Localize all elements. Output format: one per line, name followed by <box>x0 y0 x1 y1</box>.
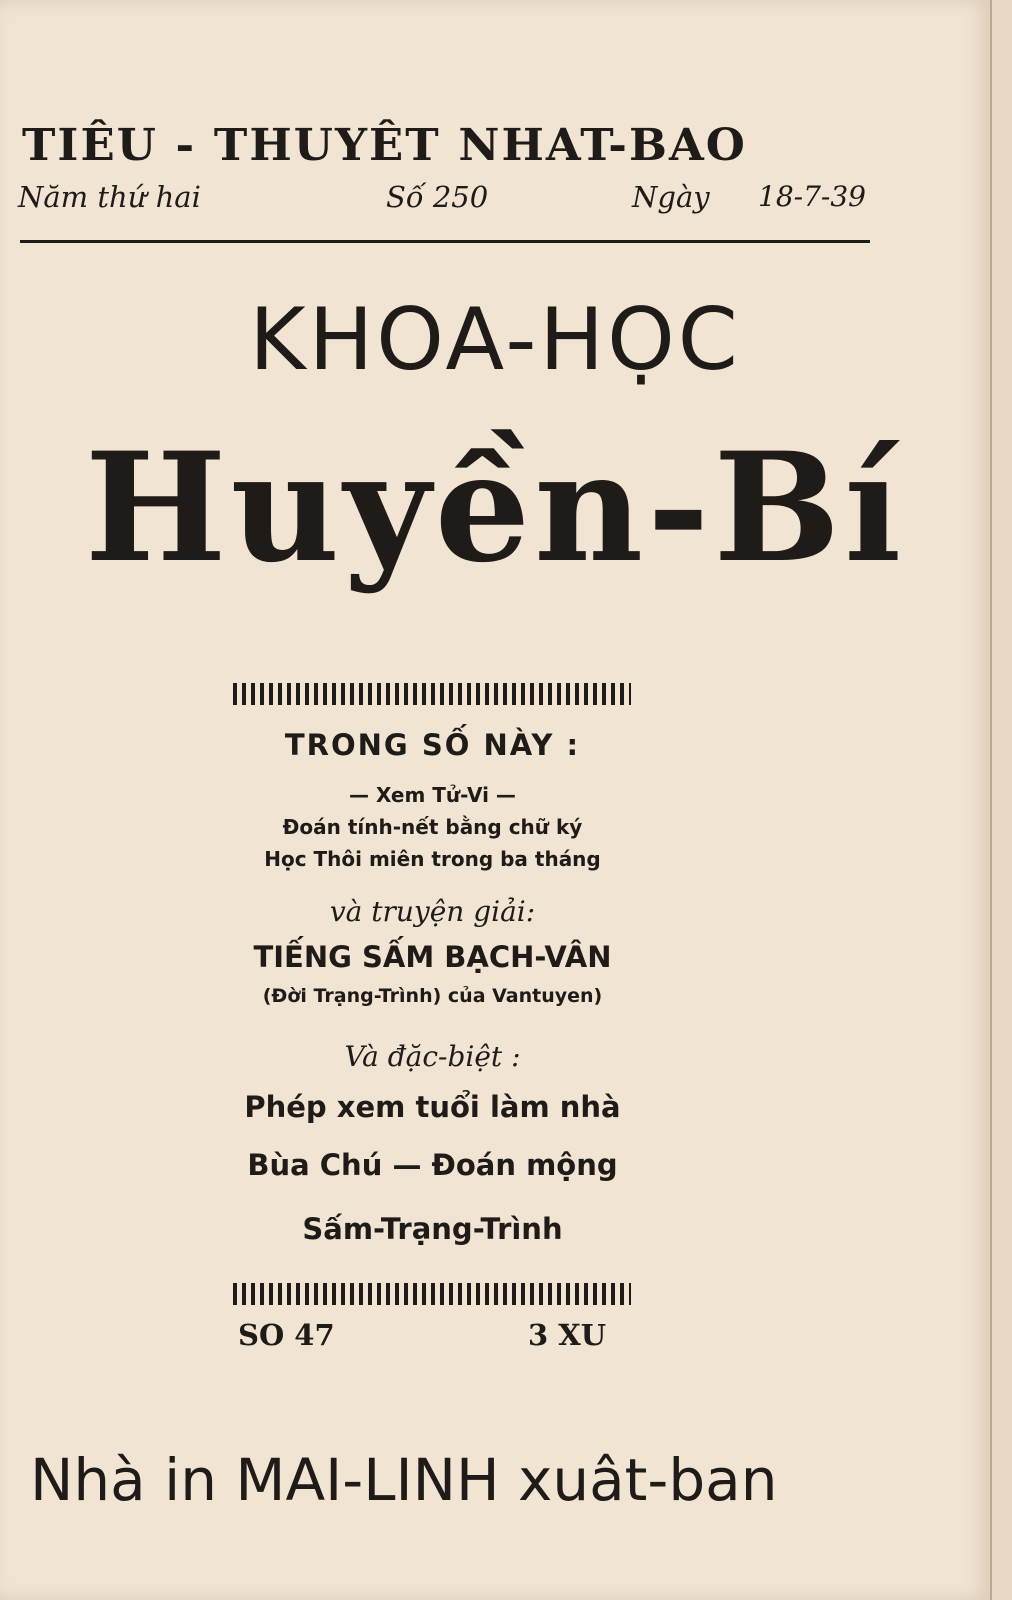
ornament-bar-bottom <box>233 1283 631 1305</box>
header-divider <box>20 240 870 243</box>
date-label: Ngày <box>632 180 710 214</box>
contents-heading: TRONG SỐ NÀY : <box>284 728 581 762</box>
cover-title-top: KHOA-HỌC <box>249 290 741 390</box>
story-note: (Đời Trạng-Trình) của Vantuyen) <box>262 985 603 1007</box>
newspaper-title: TIÊU - THUYÊT NHAT-BAO <box>22 120 747 171</box>
contents-item: — Xem Tử-Vi — <box>349 783 516 807</box>
contents-item: Đoán tính-nết bằng chữ ký <box>282 815 583 839</box>
page-edge <box>990 0 1012 1600</box>
special-item: Bùa Chú — Đoán mộng <box>247 1148 618 1182</box>
story-title: TIẾNG SẤM BẠCH-VÂN <box>253 940 612 974</box>
publisher-line: Nhà in MAI-LINH xuât-ban <box>30 1446 778 1514</box>
ornament-bar-top <box>233 683 631 705</box>
issue-number: SO 47 <box>238 1318 335 1352</box>
special-item: Sấm-Trạng-Trình <box>302 1212 563 1246</box>
contents-item: Học Thôi miên trong ba tháng <box>264 847 601 871</box>
year-label: Năm thứ hai <box>18 180 201 214</box>
story-intro: và truyện giải: <box>329 895 536 928</box>
issue-label: Số 250 <box>386 180 489 214</box>
price: 3 XU <box>528 1318 607 1352</box>
cover-title-main: Huyền-Bí <box>84 420 906 596</box>
special-item: Phép xem tuổi làm nhà <box>244 1090 621 1124</box>
issue-date: 18-7-39 <box>758 180 866 213</box>
special-label: Và đặc-biệt : <box>344 1040 521 1073</box>
